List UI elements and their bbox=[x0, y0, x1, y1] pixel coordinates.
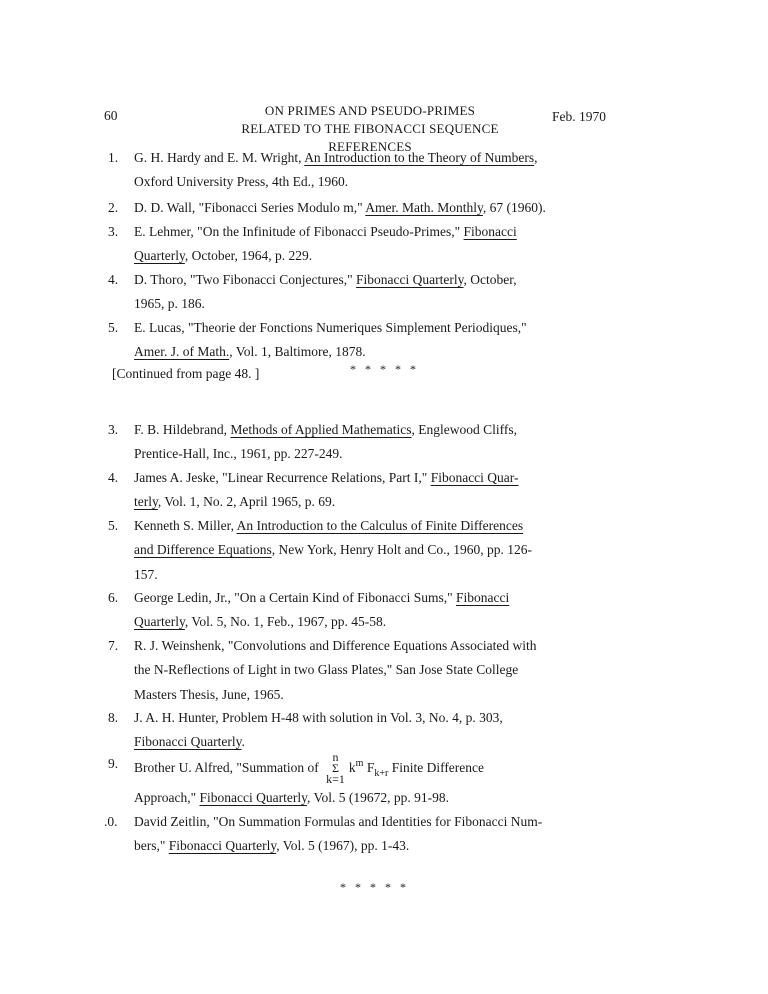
title-line-1: ON PRIMES AND PSEUDO-PRIMES bbox=[264, 103, 476, 118]
reference-text: G. H. Hardy and E. M. Wright, bbox=[134, 150, 305, 165]
reference-number: 4. bbox=[108, 470, 119, 485]
reference-number: 5. bbox=[108, 320, 119, 335]
reference-title: Fibonacci Quarterly bbox=[168, 838, 277, 854]
summation-symbol: n Σ k=1 bbox=[326, 750, 345, 787]
reference-text: , Vol. 1, Baltimore, 1878. bbox=[229, 344, 366, 360]
reference-text: , Vol. 5, No. 1, Feb., 1967, pp. 45-58. bbox=[184, 614, 387, 630]
reference-title: An Introduction to the Theory of Numbers bbox=[304, 150, 535, 165]
reference-title: Amer. Math. Monthly bbox=[365, 200, 483, 215]
page-number: 60 bbox=[104, 108, 118, 123]
reference-text: R. J. Weinshenk, "Convolutions and Difference Equations Associated with bbox=[134, 638, 537, 653]
reference-text: D. D. Wall, "Fibonacci Series Modulo m," bbox=[134, 200, 366, 215]
reference-item bbox=[108, 268, 594, 317]
reference-title: Methods of Applied Mathematics bbox=[230, 422, 412, 437]
reference-item bbox=[108, 316, 594, 365]
reference-text: David Zeitlin, "On Summation Formulas and Identities for Fibonacci Num- bbox=[134, 814, 543, 829]
reference-text: 157. bbox=[134, 566, 158, 582]
title-line-3: REFERENCES bbox=[328, 139, 412, 154]
reference-text: , 67 (1960). bbox=[482, 200, 546, 215]
reference-number: 1. bbox=[108, 150, 119, 165]
reference-item bbox=[108, 146, 594, 195]
reference-text: Finite Difference bbox=[388, 760, 485, 775]
reference-text: , Vol. 5 (19672, pp. 91-98. bbox=[306, 790, 449, 806]
reference-item bbox=[108, 418, 594, 467]
reference-text: Oxford University Press, 4th Ed., 1960. bbox=[134, 174, 349, 190]
reference-title: Fibonacci Quarterly bbox=[199, 790, 307, 806]
reference-text: Masters Thesis, June, 1965. bbox=[134, 686, 284, 702]
reference-text: , bbox=[534, 150, 538, 165]
formula-exponent: m bbox=[355, 758, 364, 769]
reference-title: Quarterly bbox=[134, 248, 185, 264]
reference-text: F. B. Hildebrand, bbox=[134, 422, 231, 437]
separator-stars-end: * * * * * bbox=[340, 880, 409, 894]
reference-number: 4. bbox=[108, 272, 119, 287]
reference-text: the N-Reflections of Light in two Glass Plates," San Jose State College bbox=[134, 662, 519, 678]
reference-item bbox=[104, 810, 594, 859]
reference-text: , October, 1964, p. 229. bbox=[184, 248, 313, 264]
formula-f: F bbox=[366, 760, 375, 775]
reference-text: bers," bbox=[134, 838, 169, 854]
reference-text: D. Thoro, "Two Fibonacci Conjectures," bbox=[134, 272, 357, 287]
reference-text: James A. Jeske, "Linear Recurrence Relations, Part I," bbox=[134, 470, 431, 485]
reference-text: , New York, Henry Holt and Co., 1960, pp. 126- bbox=[271, 542, 532, 558]
reference-text: , Vol. 1, No. 2, April 1965, p. 69. bbox=[157, 494, 336, 510]
reference-title: Fibonacci Quarterly bbox=[356, 272, 464, 287]
reference-number: 9. bbox=[108, 756, 119, 771]
reference-title: and Difference Equations bbox=[134, 542, 272, 558]
reference-item bbox=[108, 220, 594, 269]
reference-text: Approach," bbox=[134, 790, 200, 806]
reference-number: .0. bbox=[104, 814, 118, 829]
reference-number: 6. bbox=[108, 590, 119, 605]
reference-number: 7. bbox=[108, 638, 119, 653]
separator-stars: * * * * * bbox=[350, 362, 419, 376]
reference-title: Quarterly bbox=[134, 614, 185, 630]
reference-number: 8. bbox=[108, 710, 119, 725]
reference-item bbox=[108, 586, 594, 635]
reference-text: , Vol. 5 (1967), pp. 1-43. bbox=[276, 838, 410, 854]
formula-subscript: k+r bbox=[374, 768, 389, 779]
continuation-note: [Continued from page 48. ] bbox=[112, 366, 260, 381]
reference-text: E. Lehmer, "On the Infinitude of Fibonacci Pseudo-Primes," bbox=[134, 224, 464, 239]
reference-text: , October, bbox=[463, 272, 517, 287]
reference-item bbox=[108, 466, 594, 515]
title-line-2: RELATED TO THE FIBONACCI SEQUENCE bbox=[241, 121, 499, 136]
reference-text: George Ledin, Jr., "On a Certain Kind of Fibonacci Sums," bbox=[134, 590, 456, 605]
reference-title: Fibonacci bbox=[463, 224, 517, 239]
reference-item bbox=[108, 196, 594, 220]
reference-number: 2. bbox=[108, 200, 119, 215]
formula-k: k bbox=[348, 760, 356, 775]
reference-title: Fibonacci Quar- bbox=[430, 470, 519, 485]
reference-text: Kenneth S. Miller, bbox=[134, 518, 237, 533]
reference-number: 3. bbox=[108, 422, 119, 437]
reference-text: . bbox=[241, 734, 245, 750]
reference-text: 1965, p. 186. bbox=[134, 296, 205, 312]
reference-number: 3. bbox=[108, 224, 119, 239]
reference-title: Fibonacci bbox=[455, 590, 510, 605]
reference-title: An Introduction to the Calculus of Finite Differences bbox=[236, 518, 524, 533]
reference-item bbox=[108, 750, 594, 811]
reference-text: J. A. H. Hunter, Problem H-48 with solution in Vol. 3, No. 4, p. 303, bbox=[134, 710, 503, 725]
reference-title: terly bbox=[134, 494, 158, 510]
reference-item bbox=[108, 514, 594, 587]
reference-title: Amer. J. of Math. bbox=[134, 344, 230, 360]
reference-number: 5. bbox=[108, 518, 119, 533]
reference-item bbox=[108, 634, 594, 707]
reference-text: E. Lucas, "Theorie der Fonctions Numeriques Simplement Periodiques," bbox=[134, 320, 527, 335]
issue-date: Feb. 1970 bbox=[552, 109, 606, 124]
reference-item bbox=[108, 706, 594, 755]
reference-text: Brother U. Alfred, "Summation of bbox=[134, 760, 323, 775]
reference-text: , Englewood Cliffs, bbox=[411, 422, 518, 437]
reference-text: Prentice-Hall, Inc., 1961, pp. 227-249. bbox=[134, 446, 343, 462]
reference-title: Fibonacci Quarterly bbox=[134, 734, 242, 750]
